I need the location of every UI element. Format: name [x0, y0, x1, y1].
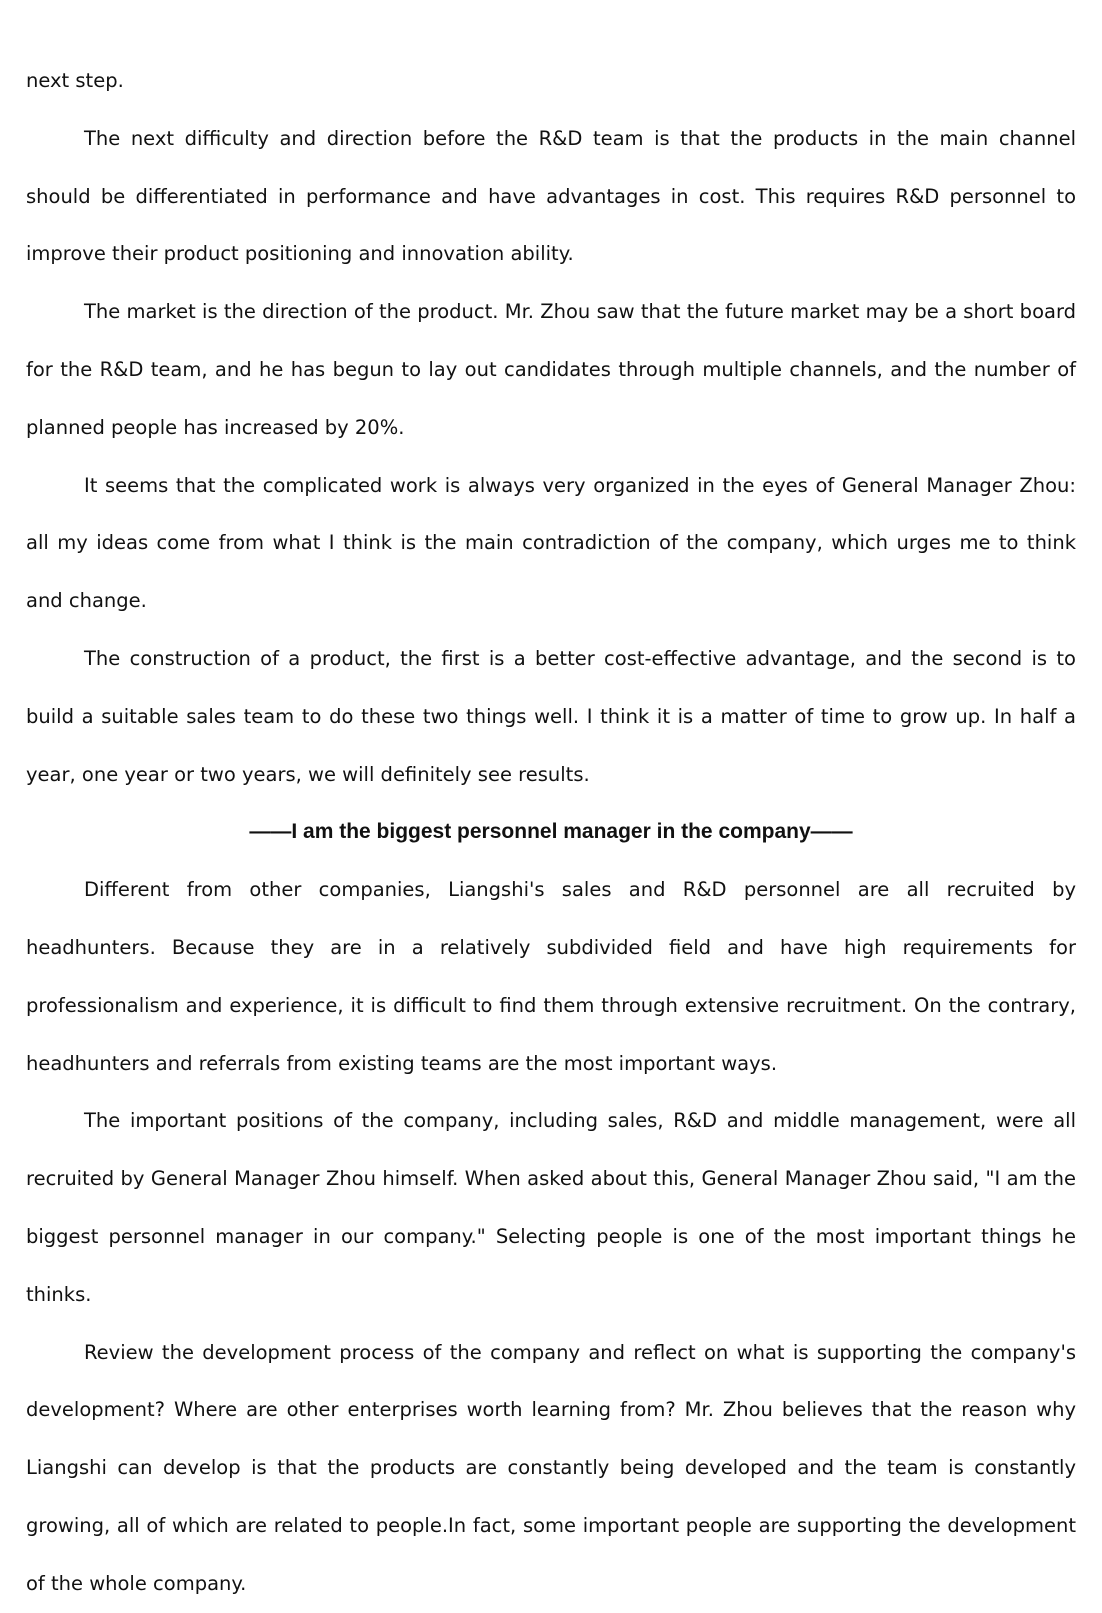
paragraph-rd-difficulty: The next difficulty and direction before the R&D team is that the products in the main channel should be differentiated in performance and have advantages in cost. This requires R&D personnel to improve their product positioning and innovation ability.: [26, 126, 1076, 266]
paragraph-continuation: next step.: [26, 69, 124, 92]
document-page: [26, 0, 1076, 1613]
paragraph-development-review: Review the development process of the company and reflect on what is supporting the company's development? Where are other enterprises worth learning from? Mr. Zhou believes that the reason why Liangshi can develop is that the products are constantly being developed and the team is constantly growing, all of which are related to people.In fact, some important people are supporting the development of the whole company.: [26, 1340, 1076, 1595]
paragraph-market-direction: The market is the direction of the product. Mr. Zhou saw that the future market may be a short board for the R&D team, and he has begun to lay out candidates through multiple channels, and the number of planned people has increased by 20%.: [26, 300, 1076, 439]
paragraph-organized-work: It seems that the complicated work is always very organized in the eyes of General Manager Zhou: all my ideas come from what I think is the main contradiction of the company, which urges me to think and change.: [26, 473, 1076, 613]
paragraph-product-construction: The construction of a product, the first is a better cost-effective advantage, and the second is to build a suitable sales team to do these two things well. I think it is a matter of time to grow up. In half a year, one year or two years, we will definitely see results.: [26, 646, 1076, 786]
section-heading: ——I am the biggest personnel manager in the company——: [249, 820, 853, 844]
paragraph-recruitment: Different from other companies, Liangshi's sales and R&D personnel are all recruited by headhunters. Because they are in a relatively subdivided field and have high requirements for professionalism and experience, it is difficult to find them through extensive recruitment. On the contrary, headhunters and referrals from existing teams are the most important ways.: [26, 878, 1076, 1075]
paragraph-important-positions: The important positions of the company, including sales, R&D and middle management, were all recruited by General Manager Zhou himself. When asked about this, General Manager Zhou said, "I am the biggest personnel manager in our company." Selecting people is one of the most important things he thinks.: [26, 1109, 1076, 1306]
